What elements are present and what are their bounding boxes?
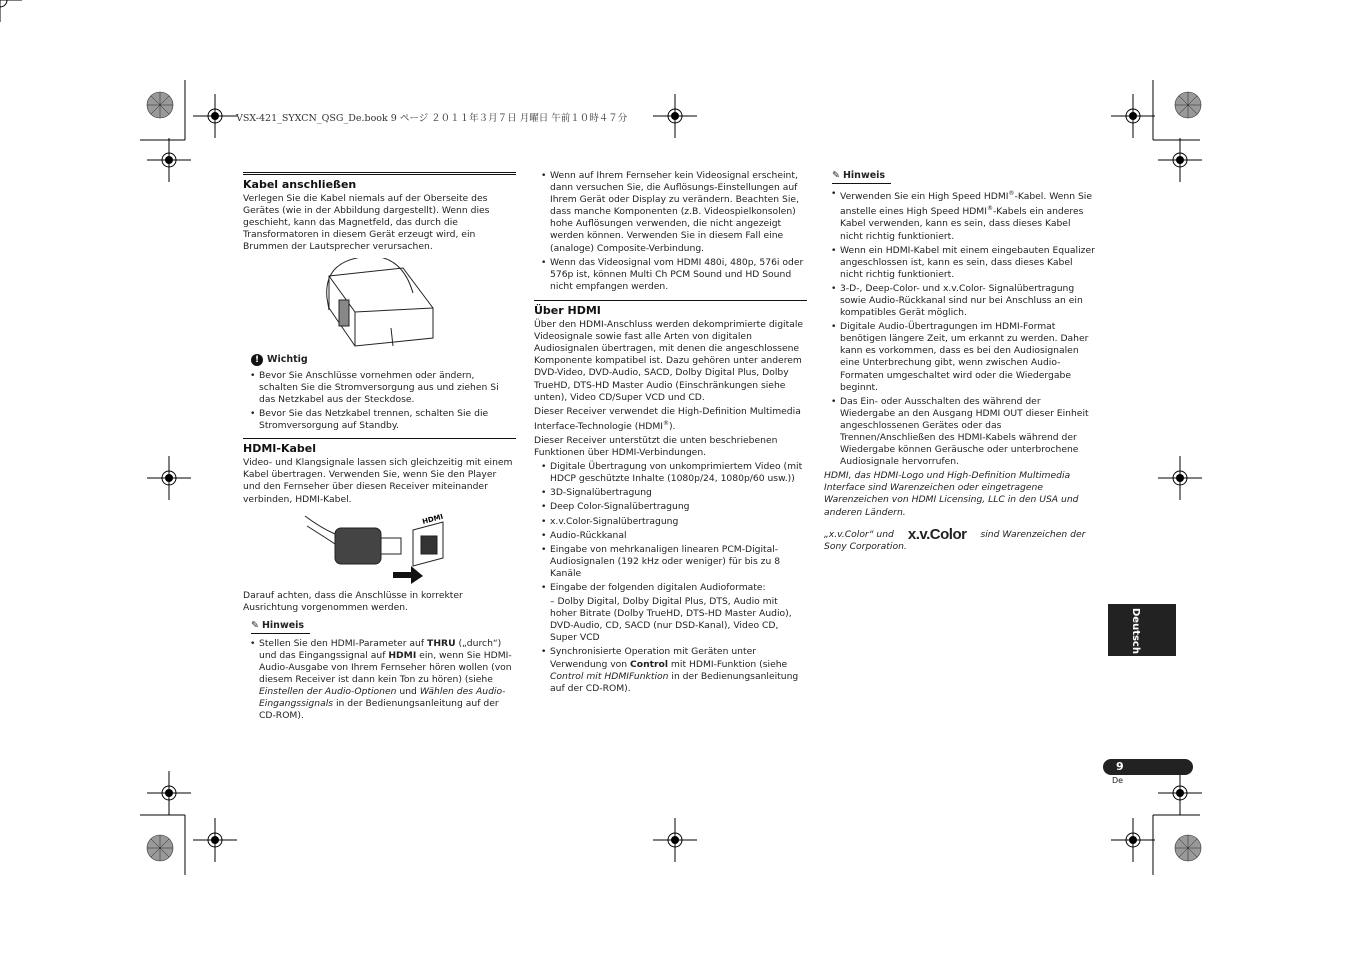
pencil-icon: ✎: [832, 170, 840, 181]
list-item: • Wenn auf Ihrem Fernseher kein Videosignal erscheint, dann versuchen Sie, die Auflösungs-Einstellungen auf Ihrem Gerät oder Display zu verändern. Beachten Sie, dass manche Komponenten (z.B. Videospielkonsolen) hohe Auflösungen verwenden, die nicht angezeigt werden können. Verwenden Sie in diesem Fall eine (analoge) Composite-Verbindung.: [550, 170, 807, 255]
hinweis-list: [824, 188, 1096, 468]
receiver-cable-illustration: [243, 258, 516, 348]
list-item: • Audio-Rückkanal: [550, 530, 807, 542]
important-icon: !: [251, 354, 263, 366]
list-item: • Bevor Sie Anschlüsse vornehmen oder ändern, schalten Sie die Stromversorgung aus und ziehen Si das Netzkabel aus der Steckdose.: [259, 370, 516, 406]
section-title-kabel: Kabel anschließen: [243, 178, 357, 191]
list-item: • 3-D-, Deep-Color- und x.v.Color- Signalübertragung sowie Audio-Rückkanal sind nur bei Anschluss an ein kompatibles Gerät möglich.: [840, 283, 1096, 319]
hdmi-connector-illustration: [243, 510, 516, 586]
list-item: • Eingabe von mehrkanaligen linearen PCM-Digital-Audiosignalen (192 kHz oder weniger) für bis zu 8 Kanäle: [550, 544, 807, 580]
page-number-badge: 9: [1103, 759, 1193, 775]
list-item: • Verwenden Sie ein High Speed HDMI®-Kabel. Wenn Sie anstelle eines High Speed HDMI®-Kabels ein anderes Kabel verwenden, kann es sein, dass dieses Kabel nicht richtig funktioniert.: [840, 188, 1096, 243]
video-notes-list: [534, 170, 807, 293]
pencil-icon: ✎: [251, 619, 259, 631]
column-middle: [534, 170, 807, 697]
list-item: • Das Ein- oder Ausschalten des während der Wiedergabe an den Ausgang HDMI OUT dieser Einheit angeschlossenen Gerätes oder das Trennen/Anschließen des HDMI-Kabels während der Wiedergabe können Geräusche oder unterbrochene Audiosignale hervorrufen.: [840, 396, 1096, 469]
column-right: [824, 168, 1096, 555]
hdmi-para-1: Über den HDMI-Anschluss werden dekomprimierte digitale Videosignale sowie fast alle Arten von digitalen Audiosignalen übertragen, mit denen die angeschlossene Komponente kompatibel ist. Dazu gehören unter anderem DVD-Video, DVD-Audio, SACD, Dolby Digital Plus, Dolby TrueHD, DTS-HD Master Audio (Einschränkungen siehe unten), Video CD/Super VCD und CD.: [534, 319, 804, 403]
hdmi-para-2: Dieser Receiver verwendet die High-Definition Multimedia Interface-Technologie (HDMI®).: [534, 405, 801, 432]
wichtig-list: [243, 370, 516, 432]
xvcolor-logo: x.v.Color: [907, 525, 967, 543]
formats-sub-item: – Dolby Digital, Dolby Digital Plus, DTS, Audio mit hoher Bitrate (Dolby TrueHD, DTS-HD Master Audio), DVD-Audio, CD, SACD (nur DSD-Kanal), Video CD, Super VCD: [550, 596, 792, 644]
list-item: • Wenn das Videosignal vom HDMI 480i, 480p, 576i oder 576p ist, können Multi Ch PCM Sound und HD Sound nicht empfangen werden.: [550, 257, 807, 293]
list-item: • 3D-Signalübertragung: [550, 487, 807, 499]
page-language: De: [1112, 776, 1124, 785]
features-list: [534, 461, 807, 695]
orientation-note: Darauf achten, dass die Anschlüsse in korrekter Ausrichtung vorgenommen werden.: [243, 589, 463, 613]
column-left: [243, 172, 516, 725]
list-item: • x.v.Color-Signalübertragung: [550, 516, 807, 528]
hinweis-label: Hinweis: [261, 619, 305, 631]
xvcolor-post: sind Warenzeichen der: [980, 528, 1086, 540]
hdmi-para-3: Dieser Receiver unterstützt die unten beschriebenen Funktionen über HDMI-Verbindungen.: [534, 434, 778, 459]
hinweis-heading: [832, 170, 891, 184]
list-item: • Stellen Sie den HDMI-Parameter auf THRU („durch“) und das Eingangssignal auf HDMI ein, wenn Sie HDMI-Audio-Ausgabe von Ihrem Fernseher hören wollen (von diesem Receiver ist dann kein Ton zu hören) (siehe Einstellen der Audio-Optionen und Wählen des Audio-Eingangssignals in der Bedienungsanleitung auf der CD-ROM).: [259, 638, 516, 723]
hdmi-paragraph: Video- und Klangsignale lassen sich gleichzeitig mit einem Kabel übertragen. Verwenden Sie, wenn Sie den Player und den Fernseher über diesen Receiver miteinander verbinden, HDMI-Kabel.: [243, 457, 513, 505]
list-item: • Wenn ein HDMI-Kabel mit einem eingebauten Equalizer angeschlossen ist, kann es sein, dass dieses Kabel nicht richtig funktioniert.: [840, 245, 1096, 281]
trademark-note: HDMI, das HDMI-Logo und High-Definition Multimedia Interface sind Warenzeichen oder eingetragene Warenzeichen von HDMI Licensing, LLC in den USA und anderen Ländern.: [824, 470, 1079, 518]
xvcolor-pre: „x.v.Color“ und: [824, 528, 894, 540]
wichtig-label: Wichtig: [267, 353, 308, 365]
print-header-line: VSX-421_SYXCN_QSG_De.book 9 ページ ２０１１年３月７日 月曜日 午前１０時４７分: [236, 113, 628, 124]
hdmi-port-label: HDMI: [421, 512, 445, 526]
section-title-ueber-hdmi: Über HDMI: [534, 303, 601, 317]
hinweis-heading: [251, 620, 310, 634]
hinweis-list: [243, 638, 516, 723]
list-item: • Bevor Sie das Netzkabel trennen, schalten Sie die Stromversorgung auf Standby.: [259, 408, 516, 432]
list-item: • Digitale Übertragung von unkomprimiertem Video (mit HDCP geschützte Inhalte (1080p/24, 1080p/60 usw.)): [550, 461, 807, 485]
list-item: • Synchronisierte Operation mit Geräten unter Verwendung von Control mit HDMI-Funktion (siehe Control mit HDMIFunktion in der Bedienungsanleitung auf der CD-ROM).: [550, 646, 807, 694]
intro-paragraph: Verlegen Sie die Kabel niemals auf der Oberseite des Gerätes (wie in der Abbildung dargestellt). Wenn dies geschieht, kann das Magnetfeld, das durch die Transformatoren in diesem Gerät erzeugt wird, ein Brummen der Lautsprecher verursachen.: [243, 193, 490, 253]
language-side-tab: Deutsch: [1108, 604, 1176, 656]
section-title-hdmi-kabel: HDMI-Kabel: [243, 442, 316, 456]
list-item: • Eingabe der folgenden digitalen Audioformate:: [550, 582, 807, 594]
xvcolor-trademark-row: [824, 525, 1096, 543]
list-item: • Digitale Audio-Übertragungen im HDMI-Format benötigen längere Zeit, um erkannt zu werden. Daher kann es vorkommen, dass es bei den Audiosignalen eine Unterbrechung gibt, wenn zwischen Audio-Formaten umgeschaltet wird oder die Wiedergabe beginnt.: [840, 321, 1096, 394]
hinweis-label: Hinweis: [842, 170, 886, 181]
list-item: • Deep Color-Signalübertragung: [550, 501, 807, 513]
wichtig-heading: [251, 354, 516, 366]
xvcolor-corp: Sony Corporation.: [824, 540, 907, 552]
